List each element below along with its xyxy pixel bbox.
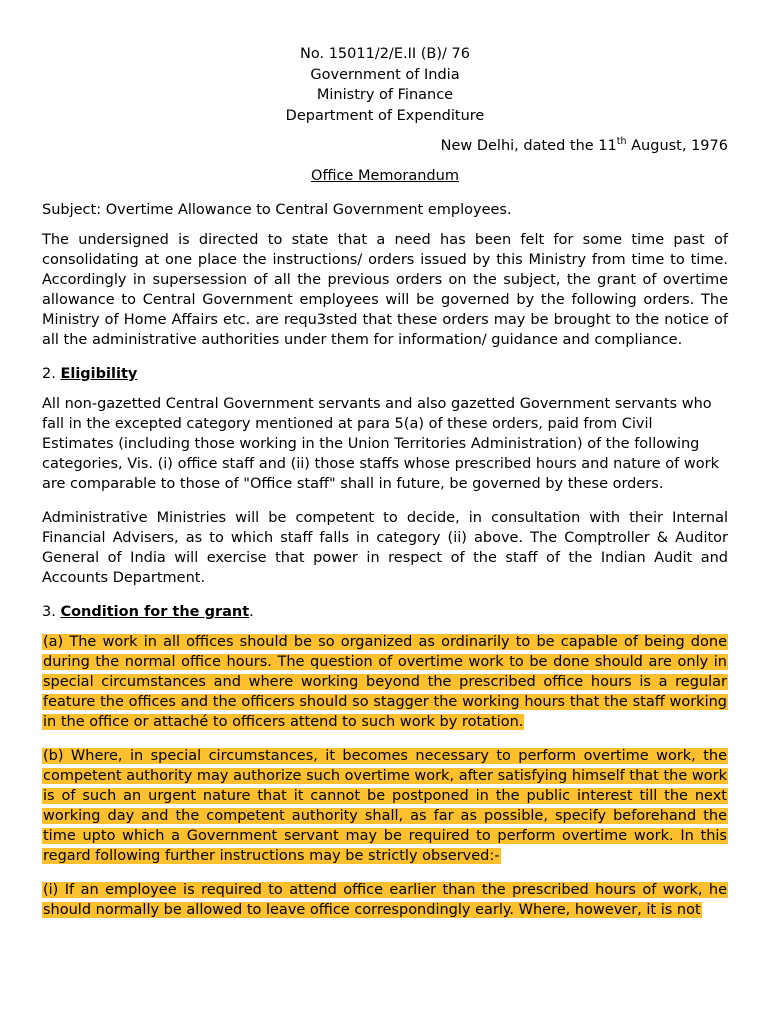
section-2-heading [42, 364, 728, 384]
section-3-title: Condition for the grant [60, 604, 250, 620]
subject-line: Subject: Overtime Allowance to Central Government employees. [42, 202, 512, 218]
government-name: Government of India [310, 66, 460, 83]
department-name: Department of Expenditure [285, 107, 485, 124]
date-ordinal: th [616, 136, 627, 148]
section-3-number: 3. [42, 604, 61, 620]
date-suffix: August, 1976 [626, 138, 728, 154]
ministry-name: Ministry of Finance [316, 87, 454, 103]
memo-title: Office Memorandum [311, 168, 459, 184]
letterhead [42, 44, 728, 126]
clause-a-highlight: (a) The work in all offices should be so organized as ordinarily to be capable of being done during the normal office hours. The question of overtime work to be done should are only in special circumstances and where working beyond the prescribed office hours is a regular feature the offices and the officers should so stagger the working hours that the staff working in the office or attaché to officers attend to such work by rotation. [43, 634, 727, 730]
clause-i-paragraph [42, 880, 728, 920]
section-3-title-suffix: . [249, 604, 254, 620]
section-3-heading [42, 602, 728, 622]
date-prefix: New Delhi, dated the 11 [440, 138, 617, 154]
intro-paragraph: The undersigned is directed to state that a need has been felt for some time past of consolidating at one place the instructions/ orders issued by this Ministry from time to time. Accordingly in supersession of all the previous orders on the subject, the grant of overtime allowance to Central Government employees will be governed by the following orders. The Ministry of Home Affairs etc. are requ3sted that these orders may be brought to the notice of all the administrative authorities under them for information/ guidance and compliance. [42, 232, 728, 348]
memo-date [42, 136, 728, 156]
section-2-number: 2. [42, 366, 61, 382]
reference-number: No. 15011/2/E.II (B)/ 76 [300, 46, 470, 62]
administrative-ministries-paragraph: Administrative Ministries will be competent to decide, in consultation with their Internal Financial Advisers, as to which staff falls in category (ii) above. The Comptroller & Auditor General of India will exercise that power in respect of the staff of the Indian Audit and Accounts Department. [42, 510, 728, 586]
eligibility-paragraph: All non-gazetted Central Government servants and also gazetted Government servants who fall in the excepted category mentioned at para 5(a) of these orders, paid from Civil Estimates (including those working in the Union Territories Administration) of the following categories, Vis. (i) office staff and (ii) those staffs whose prescribed hours and nature of work are comparable to those of "Office staff" shall in future, be governed by these orders. [42, 396, 719, 492]
clause-b-highlight: (b) Where, in special circumstances, it becomes necessary to perform overtime work, the competent authority may authorize such overtime work, after satisfying himself that the work is of such an urgent nature that it cannot be postponed in the public interest till the next working day and the competent authority shall, as far as possible, specify beforehand the time upto which a Government servant may be required to perform overtime work. In this regard following further instructions may be strictly observed:- [43, 748, 727, 864]
clause-b-paragraph [42, 746, 728, 866]
clause-a-paragraph [42, 632, 728, 732]
clause-i-highlight: (i) If an employee is required to attend office earlier than the prescribed hours of work, he should normally be allowed to leave office correspondingly early. Where, however, it is not [43, 882, 727, 918]
section-2-title: Eligibility [60, 366, 138, 382]
